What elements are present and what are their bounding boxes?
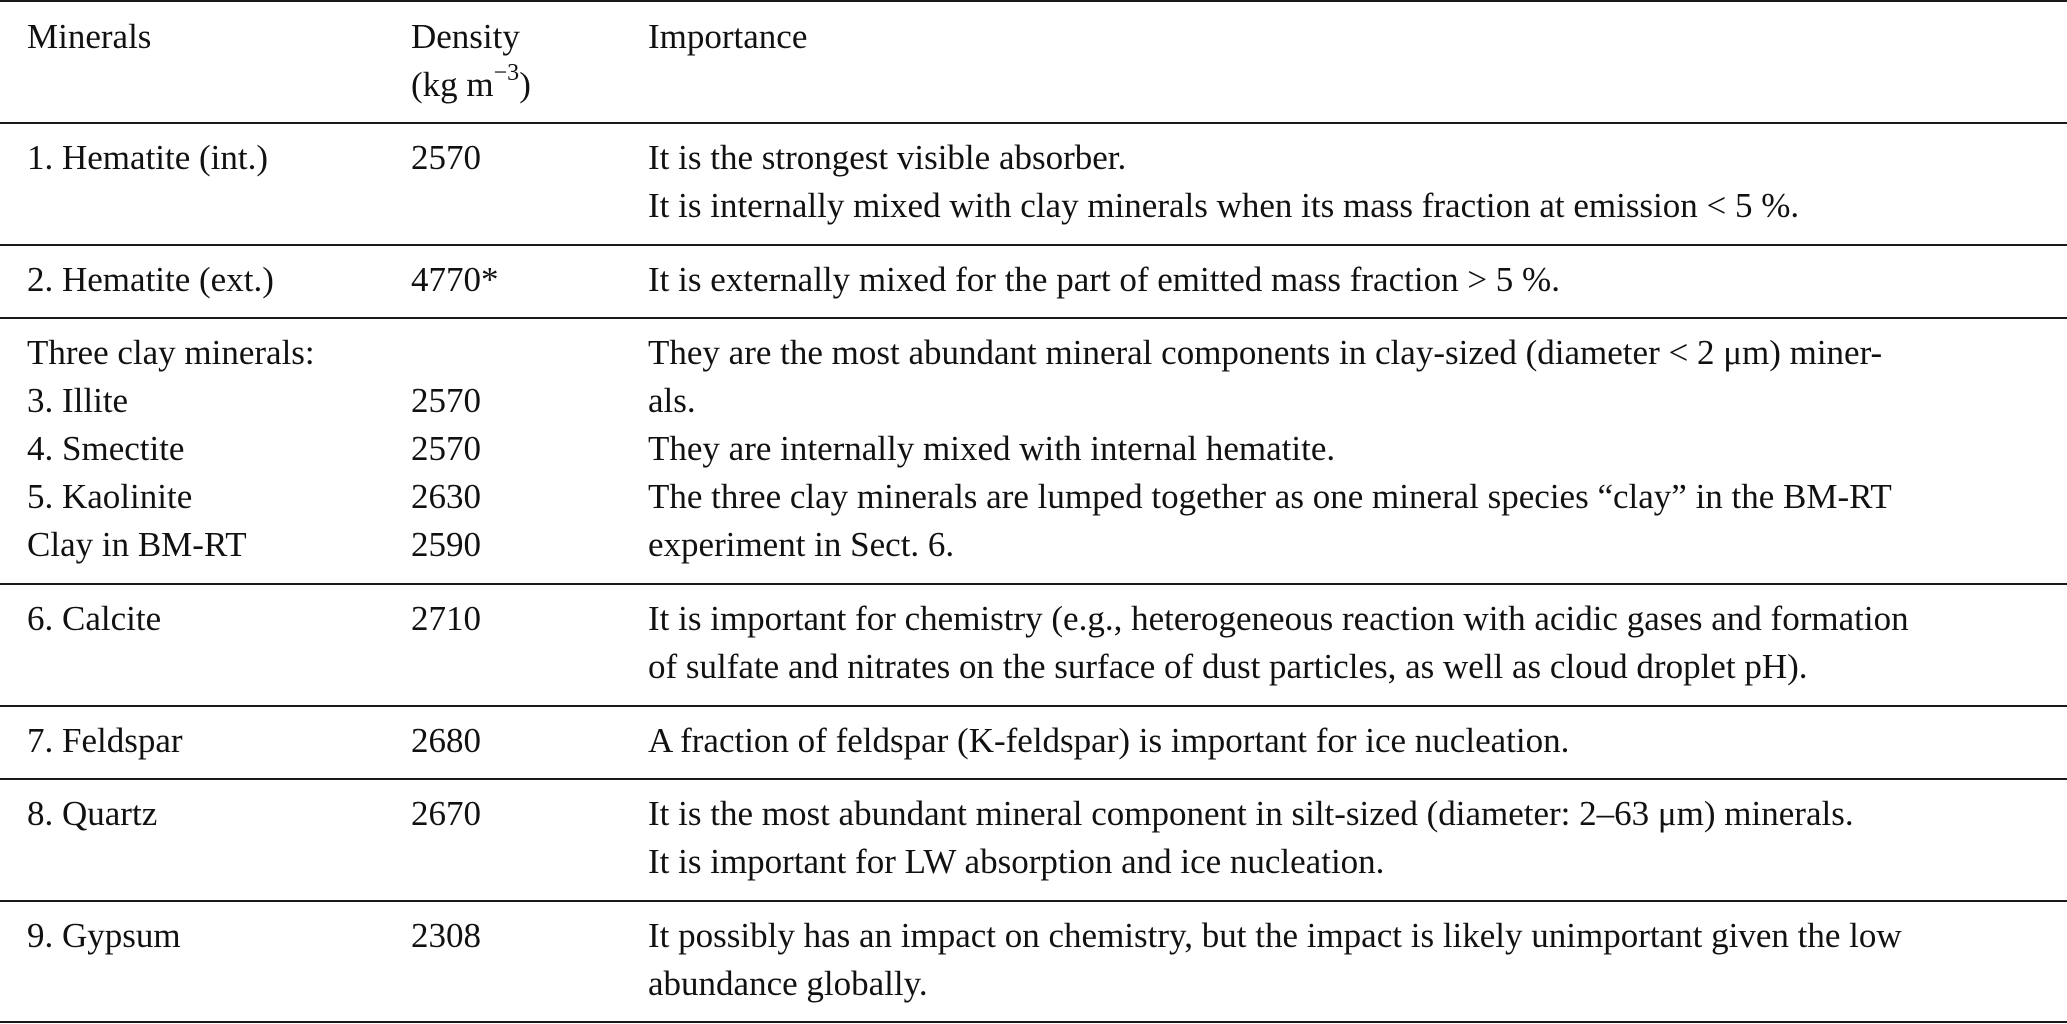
row-1-importance: It is the strongest visible absorber. It is internally mixed with clay minerals when its mass fraction at emission < 5 %. (648, 138, 1800, 225)
header-density-label: Density (411, 17, 520, 56)
row-7-importance: It possibly has an impact on chemistry, but the impact is likely unimportant given the low abundance globally. (648, 916, 1902, 1003)
row-1-rule (0, 244, 2067, 246)
row-6-rule (0, 900, 2067, 902)
row-5-rule (0, 778, 2067, 780)
row-4-density: 2710 (411, 599, 481, 638)
row-5-importance: A fraction of feldspar (K-feldspar) is important for ice nucleation. (648, 721, 1570, 760)
row-5-mineral: 7. Feldspar (27, 721, 183, 760)
row-4-importance: It is important for chemistry (e.g., heterogeneous reaction with acidic gases and formation of sulfate and nitrates on the surface of dust particles, as well as cloud droplet pH). (648, 599, 1909, 686)
row-3-density: 2570 2570 2630 2590 (411, 381, 481, 564)
row-6-density: 2670 (411, 794, 481, 833)
row-1-density: 2570 (411, 138, 481, 177)
row-3-importance: They are the most abundant mineral components in clay-sized (diameter < 2 μm) miner- als. They are internally mixed with internal hematite. The three clay minerals are lumped together as one mineral species “clay” in the BM-RT experiment in Sect. 6. (648, 333, 1892, 564)
row-3-rule (0, 583, 2067, 585)
table-top-rule (0, 0, 2067, 2)
row-6-importance: It is the most abundant mineral component in silt-sized (diameter: 2–63 μm) minerals. It is important for LW absorption and ice nucleation. (648, 794, 1854, 881)
row-1-mineral: 1. Hematite (int.) (27, 138, 269, 177)
row-2-density: 4770* (411, 260, 499, 299)
row-4-mineral: 6. Calcite (27, 599, 162, 638)
header-minerals: Minerals (27, 17, 152, 56)
row-7-density: 2308 (411, 916, 481, 955)
header-density-unit: (kg $m^{-3}$) (411, 60, 531, 104)
row-7-mineral: 9. Gypsum (27, 916, 181, 955)
row-2-rule (0, 317, 2067, 319)
row-2-mineral: 2. Hematite (ext.) (27, 260, 274, 299)
row-4-rule (0, 705, 2067, 707)
header-importance: Importance (648, 17, 808, 56)
header-rule (0, 122, 2067, 124)
row-2-importance: It is externally mixed for the part of emitted mass fraction > 5 %. (648, 260, 1560, 299)
table-bottom-rule (0, 1021, 2067, 1023)
row-3-mineral: Three clay minerals: 3. Illite 4. Smectite 5. Kaolinite Clay in BM-RT (27, 333, 315, 564)
row-5-density: 2680 (411, 721, 481, 760)
row-6-mineral: 8. Quartz (27, 794, 158, 833)
header-density (411, 13, 531, 109)
